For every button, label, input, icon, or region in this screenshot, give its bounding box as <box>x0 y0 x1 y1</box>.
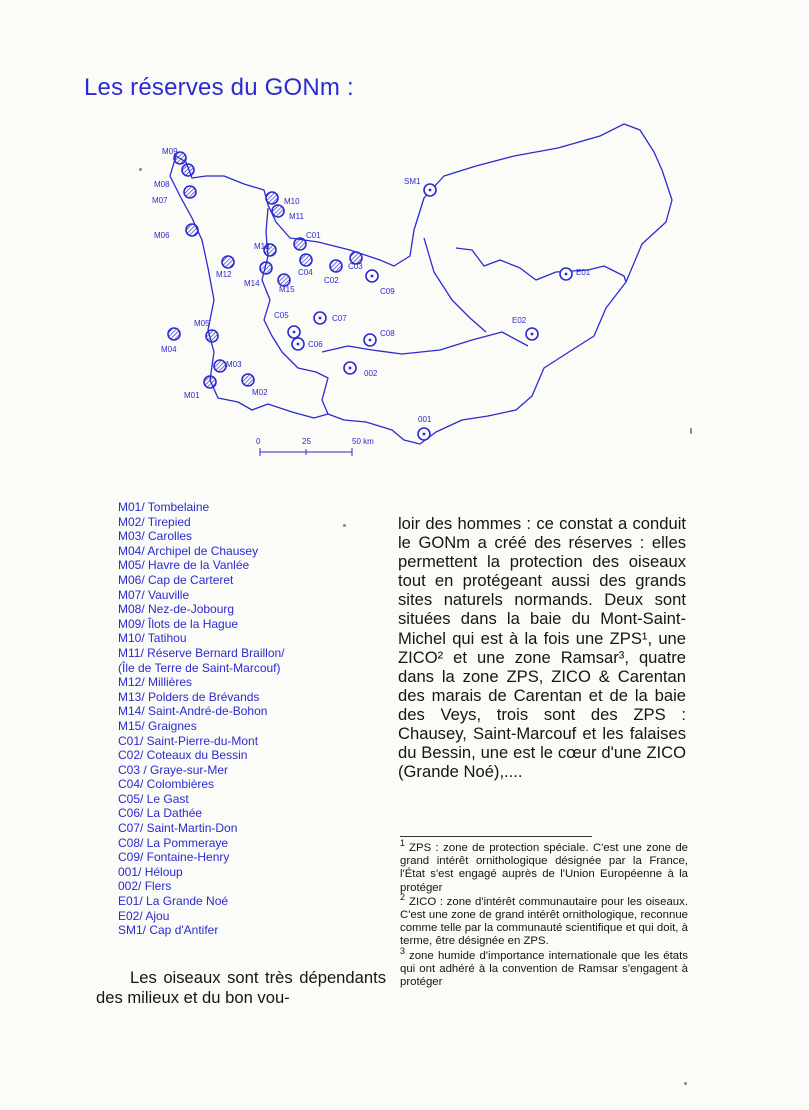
site-label-c03: C03 <box>348 262 363 271</box>
site-label-c06: C06 <box>308 340 323 349</box>
site-marker-m12 <box>222 256 234 268</box>
site-marker-dot-002 <box>349 367 352 370</box>
site-label-c08: C08 <box>380 329 395 338</box>
footnote-text: ZICO : zone d'intérêt communautaire pour les oiseaux. C'est une zone de grand intérêt ornithologique, reconnue comme telle par la communauté scientifique et qui doit, à terme, être désignée en ZPS. <box>400 895 688 948</box>
legend-item: M01/ Tombelaine <box>118 500 210 514</box>
site-marker-c02 <box>330 260 342 272</box>
footnote-number: 2 <box>400 892 406 903</box>
site-label-m13: M13 <box>254 242 270 251</box>
legend-item: M14/ Saint-André-de-Bohon <box>118 704 268 719</box>
footnote-number: 3 <box>400 945 406 956</box>
site-label-m12: M12 <box>216 270 232 279</box>
site-marker-m05 <box>206 330 218 342</box>
footnotes <box>400 838 688 990</box>
scale-label-0: 0 <box>256 437 261 446</box>
legend-item: (Île de Terre de Saint-Marcouf) <box>118 660 281 675</box>
legend-item: C09/ Fontaine-Henry <box>118 850 230 865</box>
site-marker-m06 <box>186 224 198 236</box>
site-label-c07: C07 <box>332 314 347 323</box>
site-label-002: 002 <box>364 369 378 378</box>
site-marker-dot-001 <box>423 433 426 436</box>
page-title: Les réserves du GONm : <box>84 74 354 101</box>
legend-item: SM1/ Cap d'Antifer <box>118 923 219 938</box>
site-marker-m02 <box>242 374 254 386</box>
paper-speck <box>684 1082 687 1085</box>
legend-item: M12/ Millières <box>118 675 193 690</box>
site-label-sm1: SM1 <box>404 177 421 186</box>
site-label-m10: M10 <box>284 197 300 206</box>
paper-speck <box>690 428 692 434</box>
site-marker-dot-c05 <box>293 331 296 334</box>
site-marker-dot-c09 <box>371 275 374 278</box>
site-marker-m07 <box>184 186 196 198</box>
legend-item: C03 / Graye-sur-Mer <box>118 762 229 777</box>
legend-item: M10/ Tatihou <box>118 631 187 646</box>
footnote-2 <box>400 892 688 949</box>
body-text-right: loir des hommes : ce constat a conduit le GONm a créé des réserves : elles permettent la protection des oiseaux tout en protégeant aussi des grands sites naturels normands. Deux sont situées dans la baie du Mont-Saint-Michel qui est à la fois une ZPS¹, une ZICO² et une zone Ramsar³, quatre dans la zone ZPS, ZICO & Carentan des marais de Carentan et de la baie des Veys, trois sont des ZPS : Chausey, Saint-Marcouf et les falaises du Bessin, une est le cœur d'une ZICO (Grande Noé),.... <box>398 514 686 782</box>
site-label-c04: C04 <box>298 268 313 277</box>
legend-item: M08/ Nez-de-Jobourg <box>118 602 235 617</box>
site-label-m09: M09 <box>162 147 178 156</box>
legend-item: C05/ Le Gast <box>118 791 189 806</box>
site-label-c09: C09 <box>380 287 395 296</box>
site-label-m03: M03 <box>226 360 242 369</box>
site-marker-m11 <box>272 205 284 217</box>
legend-item: M09/ Îlots de la Hague <box>118 616 239 631</box>
legend-item: M02/ Tirepied <box>118 514 191 529</box>
legend-item: 001/ Héloup <box>118 864 183 879</box>
site-marker-m10 <box>266 192 278 204</box>
site-marker-m14 <box>260 262 272 274</box>
legend-item: M13/ Polders de Brévands <box>118 689 260 704</box>
site-marker-m08 <box>182 164 194 176</box>
border-calvados-eure <box>424 238 486 332</box>
site-marker-dot-e01 <box>565 273 568 276</box>
footnote-number: 1 <box>400 838 406 849</box>
site-marker-m01 <box>204 376 216 388</box>
legend-item: M06/ Cap de Carteret <box>118 572 234 587</box>
site-marker-dot-c08 <box>369 339 372 342</box>
site-label-m05: M05 <box>194 319 210 328</box>
scale-label-50: 50 km <box>352 437 374 446</box>
legend-item: C01/ Saint-Pierre-du-Mont <box>118 733 259 748</box>
map-scale-bar <box>260 448 352 456</box>
legend-item: E01/ La Grande Noé <box>118 894 229 909</box>
scale-label-25: 25 <box>302 437 311 446</box>
site-label-001: 001 <box>418 415 432 424</box>
site-marker-dot-sm1 <box>429 189 432 192</box>
site-label-m06: M06 <box>154 231 170 240</box>
site-marker-dot-c06 <box>297 343 300 346</box>
site-label-m01: M01 <box>184 391 200 400</box>
site-marker-dot-e02 <box>531 333 534 336</box>
site-marker-dot-c07 <box>319 317 322 320</box>
legend-item: M07/ Vauville <box>118 587 190 602</box>
legend-item: C07/ Saint-Martin-Don <box>118 821 238 836</box>
reserve-legend <box>118 500 378 938</box>
site-label-m08: M08 <box>154 180 170 189</box>
site-label-c05: C05 <box>274 311 289 320</box>
footnote-1 <box>400 838 688 895</box>
legend-item: C08/ La Pommeraye <box>118 835 229 850</box>
footnote-text: zone humide d'importance internationale que les états qui ont adhéré à la convention de Ramsar s'engagent à protéger <box>400 949 688 989</box>
site-label-m11: M11 <box>289 212 304 221</box>
legend-item: C04/ Colombières <box>118 777 215 792</box>
site-label-c02: C02 <box>324 276 339 285</box>
site-label-m02: M02 <box>252 388 268 397</box>
paper-speck <box>343 524 346 527</box>
legend-item: M11/ Réserve Bernard Braillon/ <box>118 645 285 660</box>
site-label-m15: M15 <box>279 285 295 294</box>
paper-speck <box>139 168 142 171</box>
site-marker-c01 <box>294 238 306 250</box>
legend-item: M05/ Havre de la Vanlée <box>118 558 250 573</box>
site-label-m04: M04 <box>161 345 177 354</box>
site-label-e01: E01 <box>576 268 591 277</box>
site-marker-m03 <box>214 360 226 372</box>
legend-item: C02/ Coteaux du Bessin <box>118 748 248 763</box>
site-label-m14: M14 <box>244 279 260 288</box>
footnote-3 <box>400 945 688 990</box>
legend-item: M15/ Graignes <box>118 718 197 733</box>
legend-item: 002/ Flers <box>118 879 172 894</box>
footnote-rule <box>400 836 592 837</box>
site-marker-m04 <box>168 328 180 340</box>
site-label-e02: E02 <box>512 316 527 325</box>
site-label-c01: C01 <box>306 231 321 240</box>
legend-item: M03/ Carolles <box>118 529 193 544</box>
legend-item: M04/ Archipel de Chausey <box>118 543 259 558</box>
legend-item: C06/ La Dathée <box>118 806 203 821</box>
border-calvados-orne <box>322 332 528 354</box>
site-marker-c04 <box>300 254 312 266</box>
site-label-m07: M07 <box>152 196 168 205</box>
body-text-left: Les oiseaux sont très dépendants des milieux et du bon vou- <box>96 968 386 1007</box>
border-seine-maritime-eure <box>456 248 626 282</box>
normandy-reserves-map <box>0 0 809 480</box>
legend-item: E02/ Ajou <box>118 908 170 923</box>
footnote-text: ZPS : zone de protection spéciale. C'est une zone de grand intérêt ornithologique désignée par la France, l'État s'est engagé auprès de l'Union Européenne à la protéger <box>400 842 688 894</box>
